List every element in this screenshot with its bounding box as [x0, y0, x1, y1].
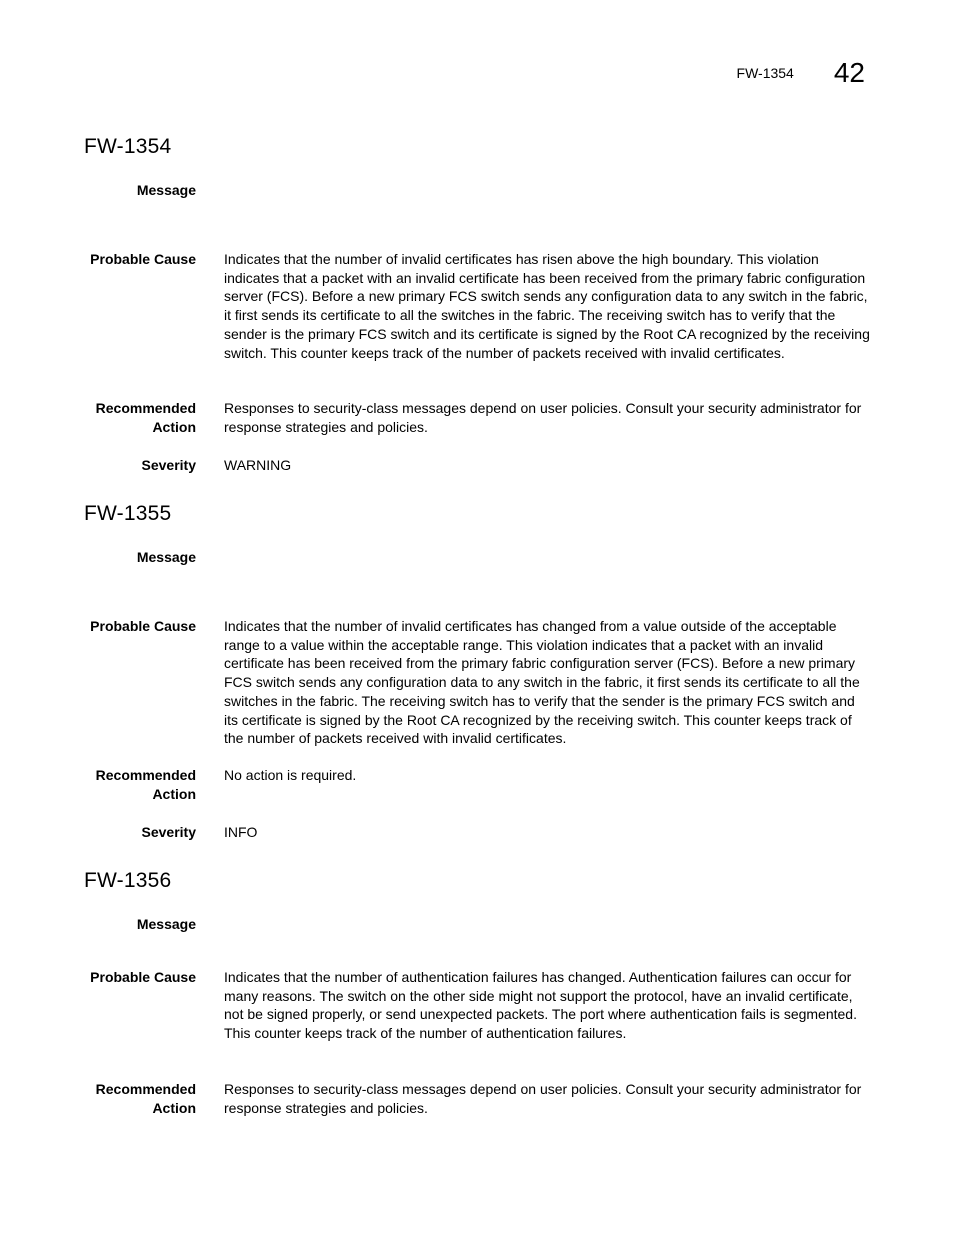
probable-cause-text: Indicates that the number of invalid certificates has risen above the high boundary. This violation indicates that a packet with an invalid certificate has been received from the primary fabric configuration server (FCS). Before a new primary FCS switch sends any configuration data to any switch in the fabric, it first sends its certificate to all the switches in the fabric. The receiving switch has to verify that the sender is the primary FCS switch and its certificate is signed by the Root CA recognized by the receiving switch. This counter keeps track of the number of packets received with invalid certificates. — [224, 251, 870, 361]
recommended-action-text: Responses to security-class messages depend on user policies. Consult your security administrator for response strategies and policies. — [224, 400, 862, 435]
recommended-action-text: No action is required. — [224, 767, 357, 783]
probable-cause-text: Indicates that the number of invalid certificates has changed from a value outside of the acceptable range to a value within the acceptable range. This violation indicates that a packet with an invalid certificate has been received from the primary fabric configuration server (FCS). Before a new primary FCS switch sends any configuration data to any switch in the fabric, it first sends its certificate to all the switches in the fabric. The receiving switch has to verify that the sender is the primary FCS switch and its certificate is signed by the Root CA recognized by the receiving switch. This counter keeps track of the number of packets received with invalid certificates. — [224, 618, 860, 747]
recommended-action-label: Recommended Action — [95, 400, 196, 435]
probable-cause-label: Probable Cause — [90, 251, 196, 267]
severity-label: Severity — [141, 457, 196, 473]
severity-value: WARNING — [224, 457, 292, 473]
page-header — [737, 56, 865, 90]
running-header-section: FW-1354 — [736, 65, 794, 81]
entry-title: FW-1354 — [84, 135, 172, 158]
recommended-action-label: Recommended Action — [95, 767, 196, 802]
recommended-action-label: Recommended Action — [95, 1081, 196, 1116]
entry-title: FW-1355 — [84, 502, 172, 525]
message-label: Message — [136, 182, 196, 198]
probable-cause-label: Probable Cause — [90, 969, 196, 985]
message-label: Message — [136, 916, 196, 932]
message-label: Message — [136, 549, 196, 565]
chapter-number: 42 — [833, 57, 865, 88]
severity-label: Severity — [141, 824, 196, 840]
probable-cause-text: Indicates that the number of authentication failures has changed. Authentication failures can occur for many reasons. The switch on the other side might not support the protocol, have an invalid certificate, not be signed properly, or send unexpected packets. The port where authentication fails is segmented. This counter keeps track of the number of authentication failures. — [224, 969, 857, 1042]
entry-title: FW-1356 — [84, 869, 172, 892]
probable-cause-label: Probable Cause — [90, 618, 196, 634]
severity-value: INFO — [224, 824, 258, 840]
recommended-action-text: Responses to security-class messages depend on user policies. Consult your security administrator for response strategies and policies. — [224, 1081, 862, 1116]
